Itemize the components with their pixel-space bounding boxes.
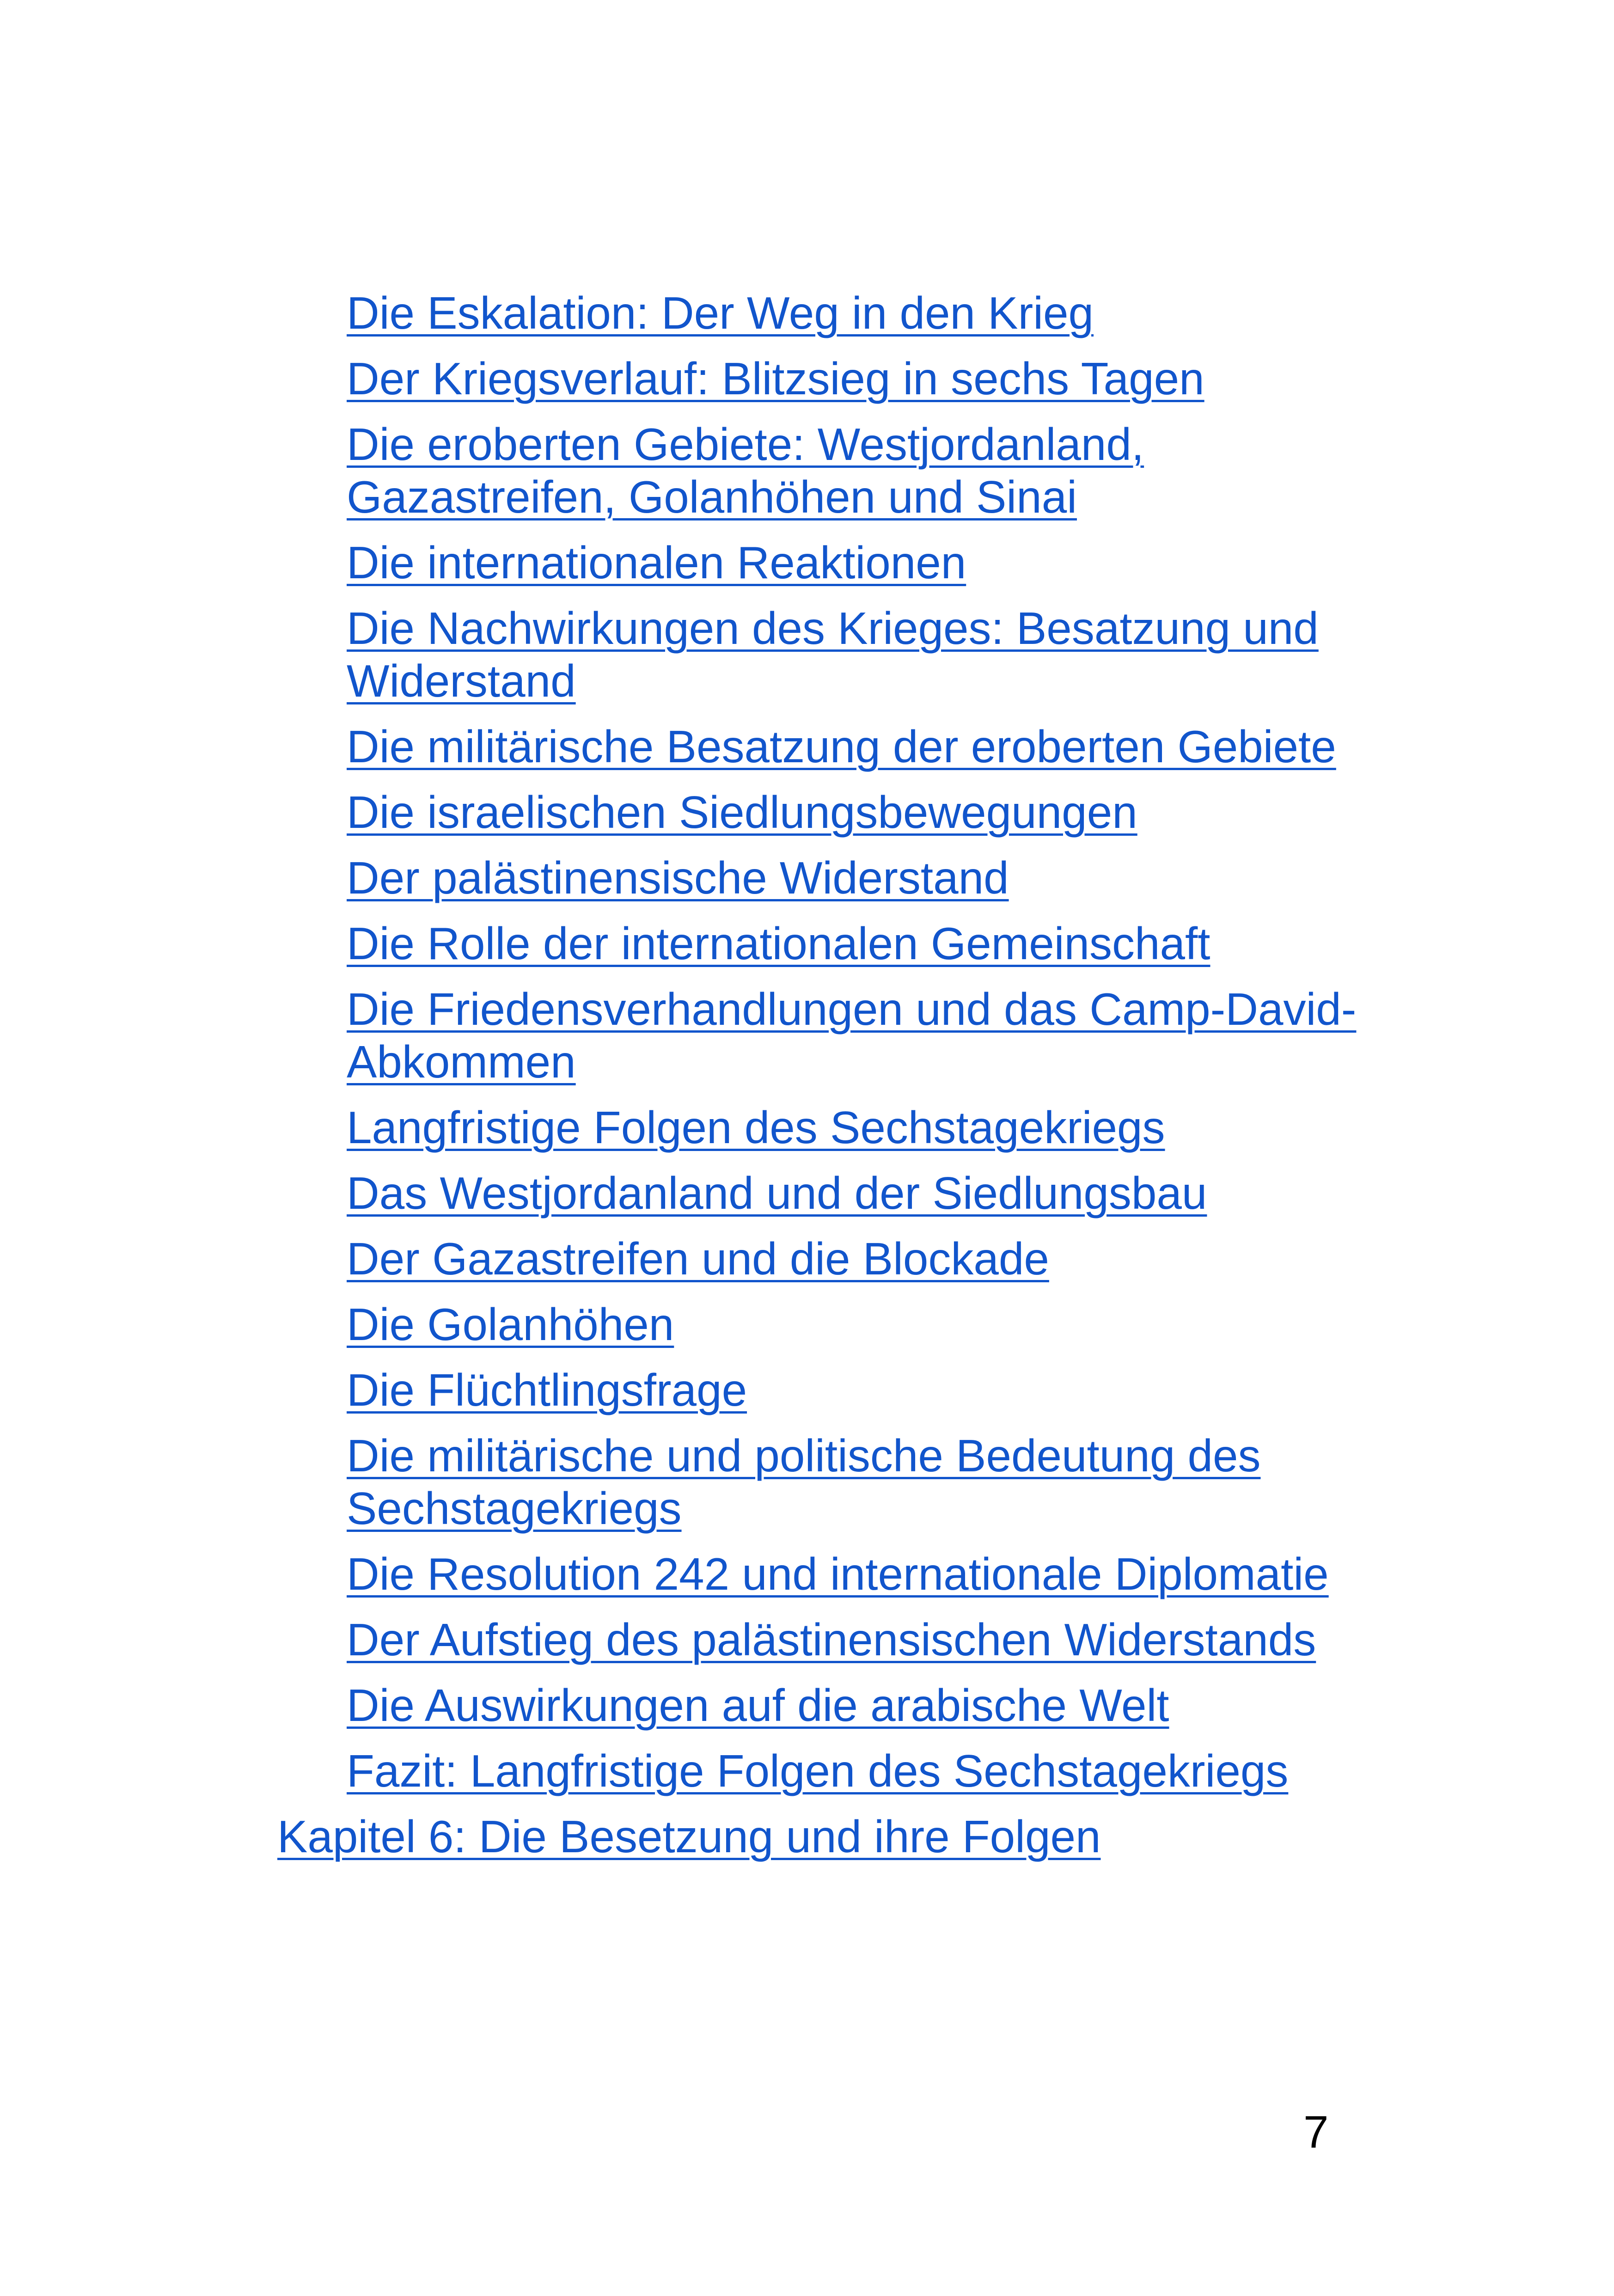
toc-link-fazit[interactable]: Fazit: Langfristige Folgen des Sechstagekriegs: [347, 1745, 1289, 1796]
toc-link-fluechtlingsfrage[interactable]: Die Flüchtlingsfrage: [347, 1365, 747, 1415]
toc-link-westjordanland[interactable]: Das Westjordanland und der Siedlungsbau: [347, 1168, 1207, 1218]
toc-link-gazastreifen[interactable]: Der Gazastreifen und die Blockade: [347, 1233, 1049, 1284]
toc-link-langfristige-folgen[interactable]: Langfristige Folgen des Sechstagekriegs: [347, 1102, 1165, 1153]
page-number: 7: [1303, 2106, 1329, 2157]
toc-link-kriegsverlauf[interactable]: Der Kriegsverlauf: Blitzsieg in sechs Tagen: [347, 353, 1204, 404]
table-of-contents: [0, 287, 1614, 1876]
toc-link-palaestinensischer-widerstand[interactable]: Der palästinensische Widerstand: [347, 852, 1009, 903]
toc-link-kapitel-6[interactable]: Kapitel 6: Die Besetzung und ihre Folgen: [277, 1811, 1101, 1862]
toc-link-aufstieg-widerstand[interactable]: Der Aufstieg des palästinensischen Widerstands: [347, 1614, 1316, 1665]
toc-link-eskalation[interactable]: Die Eskalation: Der Weg in den Krieg: [347, 288, 1094, 338]
toc-link-bedeutung[interactable]: Die militärische und politische Bedeutung des Sechstagekriegs: [347, 1430, 1261, 1534]
toc-link-resolution-242[interactable]: Die Resolution 242 und internationale Diplomatie: [347, 1549, 1329, 1599]
toc-link-eroberte-gebiete[interactable]: Die eroberten Gebiete: Westjordanland, Gazastreifen, Golanhöhen und Sinai: [347, 419, 1144, 522]
toc-link-internationale-gemeinschaft[interactable]: Die Rolle der internationalen Gemeinschaft: [347, 918, 1210, 969]
toc-link-golanhoehen[interactable]: Die Golanhöhen: [347, 1299, 674, 1350]
toc-link-friedensverhandlungen[interactable]: Die Friedensverhandlungen und das Camp-David-Abkommen: [347, 984, 1357, 1087]
toc-link-nachwirkungen[interactable]: Die Nachwirkungen des Krieges: Besatzung und Widerstand: [347, 603, 1319, 706]
toc-link-arabische-welt[interactable]: Die Auswirkungen auf die arabische Welt: [347, 1680, 1169, 1731]
toc-link-internationale-reaktionen[interactable]: Die internationalen Reaktionen: [347, 537, 966, 588]
toc-link-siedlungsbewegungen[interactable]: Die israelischen Siedlungsbewegungen: [347, 787, 1137, 838]
toc-link-militaerische-besatzung[interactable]: Die militärische Besatzung der eroberten Gebiete: [347, 721, 1336, 772]
